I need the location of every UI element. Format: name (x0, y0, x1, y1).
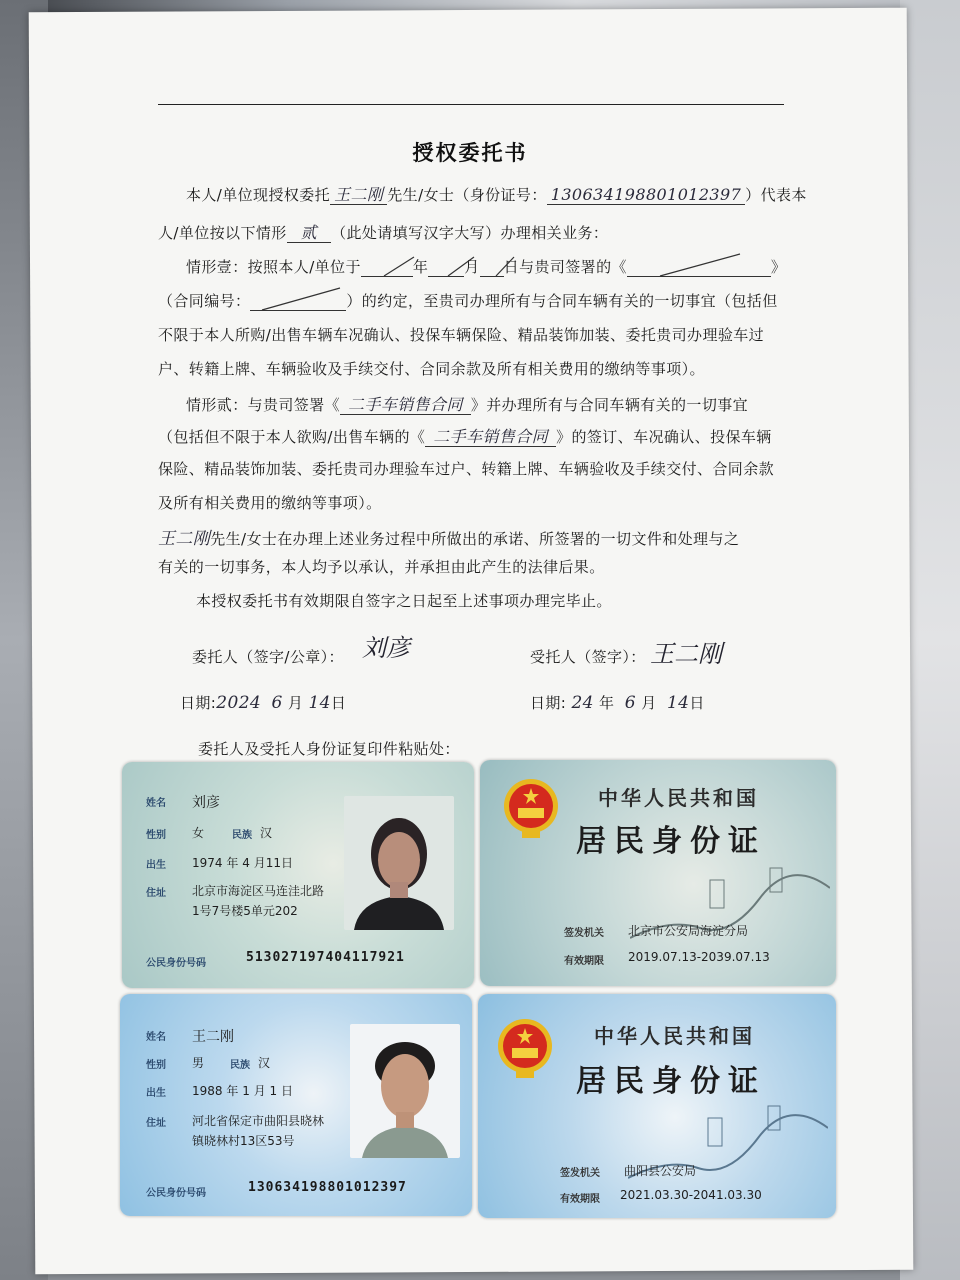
id-card-2-front: 姓名 王二刚 性别 男 民族 汉 出生 1988 年 1 月 1 日 住址 河北省保定市曲阳县晓林 镇晓林村13区53号 公民身份号码 130634198801012397 (120, 994, 472, 1216)
principal-label: 委托人（签字/公章）： (192, 648, 344, 666)
id1-validity: 2019.07.13-2039.07.13 (628, 950, 770, 964)
paragraph-1-line-1: 本人/单位现授权委托 王二刚 先生/女士（身份证号： 130634198801012397 ）代表本 (186, 185, 807, 204)
id-paste-label: 委托人及受托人身份证复印件粘贴处： (198, 740, 460, 758)
document-title: 授权委托书 (412, 141, 528, 165)
case-number-handwritten: 贰 (287, 223, 331, 243)
case-1-line-4: 户、转籍上牌、车辆验收及手续交付、合同余款及所有相关费用的缴纳等事项）。 (158, 360, 705, 378)
id1-issuer: 北京市公安局海淀分局 (628, 924, 749, 938)
id1-country: 中华人民共和国 (598, 786, 759, 810)
paragraph-1-line-2: 人/单位按以下情形 贰 （此处请填写汉字大写）办理相关业务： (158, 223, 609, 242)
id2-name: 王二刚 (192, 1029, 234, 1045)
id2-card-type: 居民身份证 (576, 1064, 766, 1099)
case-1-line-2: （合同编号： ）的约定，至贵司办理所有与合同车辆有关的一切事宜（包括但 (158, 292, 778, 310)
id2-ethnicity: 汉 (258, 1056, 271, 1070)
agent-name-handwritten-2: 王二刚 (158, 529, 211, 549)
case-2-line-3: 保险、精品装饰加装、委托贵司办理验车过户、转籍上牌、车辆验收及手续交付、合同余款 (158, 460, 775, 478)
contract-name-handwritten-2: 二手车销售合同 (425, 427, 556, 447)
case-2-line-1: 情形贰：与贵司签署《 二手车销售合同 》并办理所有与合同车辆有关的一切事宜 (186, 395, 749, 414)
id1-address-line-2: 1号7号楼5单元202 (192, 904, 298, 918)
agent-label: 受托人（签字）： (530, 648, 646, 666)
case-1-line-3: 不限于本人所购/出售车辆车况确认、投保车辆保险、精品装饰加装、委托贵司办理验车过 (158, 326, 765, 344)
id2-number: 130634198801012397 (248, 1180, 407, 1195)
national-emblem-icon (496, 1016, 554, 1080)
paragraph-3-line-2: 有关的一切事务，本人均予以承认，并承担由此产生的法律后果。 (158, 558, 605, 576)
id1-gender: 女 (192, 826, 205, 840)
id2-portrait (350, 1024, 460, 1158)
id1-number: 513027197404117921 (246, 950, 405, 965)
national-emblem-icon (502, 776, 560, 840)
id-card-1-back: 中华人民共和国 居民身份证 签发机关 北京市公安局海淀分局 有效期限 2019.07.13-2039.07.13 (480, 760, 836, 986)
id-card-1-front: 姓名 刘彦 性别 女 民族 汉 出生 1974 年 4 月11日 住址 北京市海淀区马连洼北路 1号7号楼5单元202 公民身份号码 513027197404117921 (122, 762, 474, 988)
id1-card-type: 居民身份证 (576, 824, 766, 859)
agent-date: 日期: 24 年 6 月 14日 (530, 693, 705, 713)
id2-address-line-1: 河北省保定市曲阳县晓林 (192, 1114, 325, 1128)
id1-portrait (344, 796, 454, 930)
id1-birth: 1974 年 4 月11日 (192, 856, 293, 870)
agent-signature: 王二刚 (650, 640, 722, 668)
principal-signature: 刘彦 (362, 634, 410, 662)
id2-validity: 2021.03.30-2041.03.30 (620, 1188, 762, 1202)
case-2-line-2: （包括但不限于本人欲购/出售车辆的《 二手车销售合同 》的签订、车况确认、投保车辆 (158, 427, 772, 446)
id1-ethnicity: 汉 (260, 826, 273, 840)
id1-name: 刘彦 (192, 795, 220, 811)
paragraph-4: 本授权委托书有效期限自签字之日起至上述事项办理完毕止。 (196, 592, 612, 610)
paragraph-3-line-1: 王二刚先生/女士在办理上述业务过程中所做出的承诺、所签署的一切文件和处理与之 (158, 529, 740, 549)
id-card-2-back: 中华人民共和国 居民身份证 签发机关 曲阳县公安局 有效期限 2021.03.30-2041.03.30 (478, 994, 836, 1218)
principal-date: 日期:2024 6 月 14日 (180, 693, 347, 713)
case-2-line-4: 及所有相关费用的缴纳等事项）。 (158, 494, 382, 512)
id2-gender: 男 (192, 1056, 205, 1070)
contract-name-handwritten-1: 二手车销售合同 (340, 395, 471, 415)
agent-name-handwritten: 王二刚 (330, 185, 387, 205)
id2-address-line-2: 镇晓林村13区53号 (192, 1134, 295, 1148)
id2-country: 中华人民共和国 (594, 1024, 755, 1048)
case-1-line-1: 情形壹：按照本人/单位于 年 月 日与贵司签署的《 》 (186, 258, 787, 276)
id1-address-line-1: 北京市海淀区马连洼北路 (192, 884, 325, 898)
id2-issuer: 曲阳县公安局 (624, 1164, 697, 1178)
agent-id-handwritten: 130634198801012397 (547, 185, 745, 205)
id2-birth: 1988 年 1 月 1 日 (192, 1084, 294, 1098)
